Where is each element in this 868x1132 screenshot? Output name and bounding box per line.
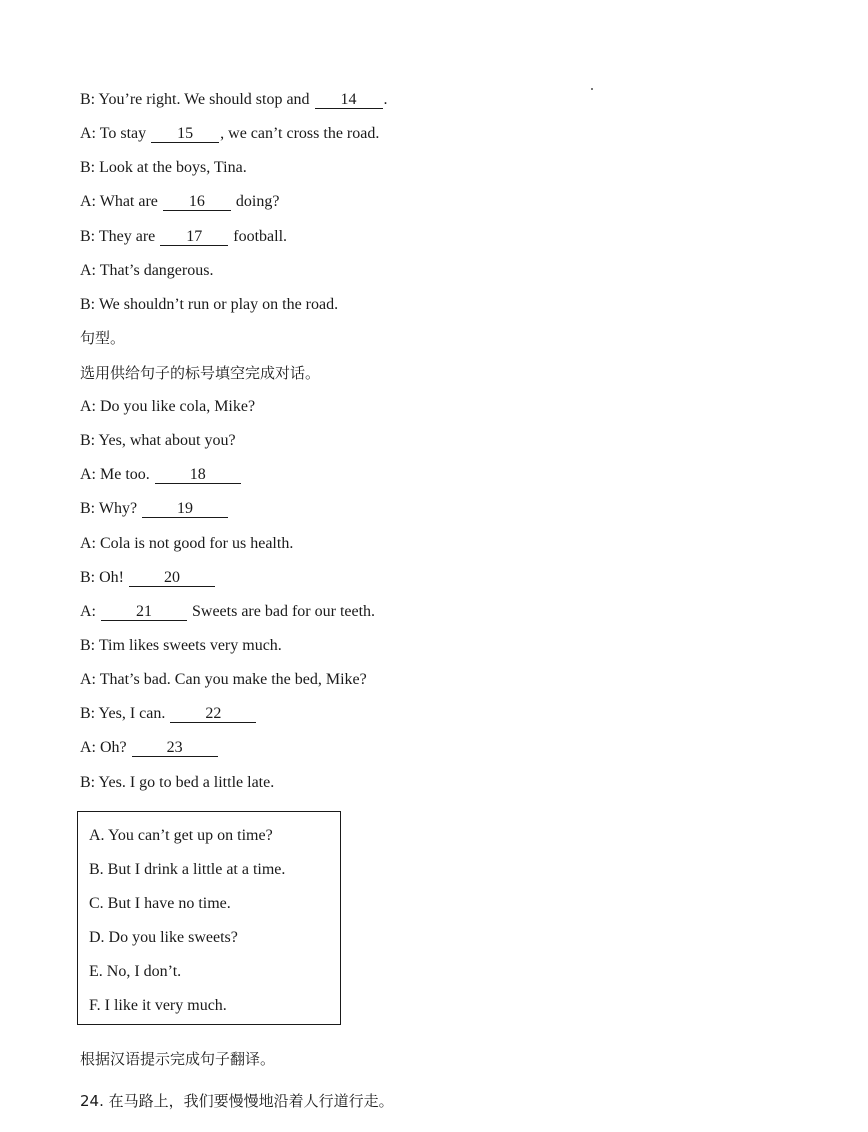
- option-f: F. I like it very much.: [89, 997, 227, 1014]
- answer-blank[interactable]: 22: [170, 705, 256, 723]
- dialogue-line: B: They are 17 football.: [80, 228, 288, 245]
- dialogue-line: A: Me too. 18: [80, 465, 242, 485]
- answer-blank[interactable]: 23: [132, 739, 218, 757]
- dialogue-line: B: Yes, I can. 22: [80, 704, 257, 724]
- dialogue-line: B: Yes. I go to bed a little late.: [80, 774, 275, 791]
- question-24: 24. 在马路上，我们要慢慢地沿着人行道行走。: [80, 1092, 394, 1110]
- dialogue-line: B: Yes, what about you?: [80, 432, 236, 449]
- dialogue-line: B: Tim likes sweets very much.: [80, 637, 282, 654]
- dialogue-line: A: To stay 15 , we can’t cross the road.: [80, 125, 380, 142]
- option-e: E. No, I don’t.: [89, 963, 182, 980]
- answer-blank[interactable]: 20: [129, 569, 215, 587]
- option-d: D. Do you like sweets?: [89, 929, 238, 946]
- dialogue-line: B: You’re right. We should stop and 14 .: [80, 91, 388, 108]
- dialogue-line: B: Look at the boys, Tina.: [80, 159, 247, 176]
- dialogue-line: A: 21 Sweets are bad for our teeth.: [80, 603, 376, 620]
- option-c: C. But I have no time.: [89, 895, 231, 912]
- section-label: 句型。: [80, 329, 126, 347]
- answer-blank[interactable]: 17: [160, 228, 228, 246]
- answer-blank[interactable]: 21: [101, 603, 187, 621]
- translation-instruction: 根据汉语提示完成句子翻译。: [80, 1050, 276, 1068]
- dialogue-line: B: Why? 19: [80, 499, 229, 519]
- dialogue-line: A: Cola is not good for us health.: [80, 535, 294, 552]
- answer-blank[interactable]: 18: [155, 466, 241, 484]
- dialogue-line: A: What are 16 doing?: [80, 193, 280, 210]
- answer-blank[interactable]: 19: [142, 500, 228, 518]
- stray-mark: [591, 88, 593, 90]
- options-box: [77, 811, 341, 1025]
- dialogue-line: A: That’s bad. Can you make the bed, Mike?: [80, 671, 367, 688]
- dialogue-line: A: Do you like cola, Mike?: [80, 398, 256, 415]
- answer-blank[interactable]: 15: [151, 125, 219, 143]
- answer-blank[interactable]: 14: [315, 91, 383, 109]
- dialogue-line: A: Oh? 23: [80, 738, 219, 758]
- dialogue-line: B: We shouldn’t run or play on the road.: [80, 296, 339, 313]
- answer-blank[interactable]: 16: [163, 193, 231, 211]
- dialogue-line: B: Oh! 20: [80, 568, 216, 588]
- option-a: A. You can’t get up on time?: [89, 827, 273, 844]
- instruction-text: 选用供给句子的标号填空完成对话。: [80, 364, 321, 382]
- option-b: B. But I drink a little at a time.: [89, 861, 286, 878]
- dialogue-line: A: That’s dangerous.: [80, 262, 214, 279]
